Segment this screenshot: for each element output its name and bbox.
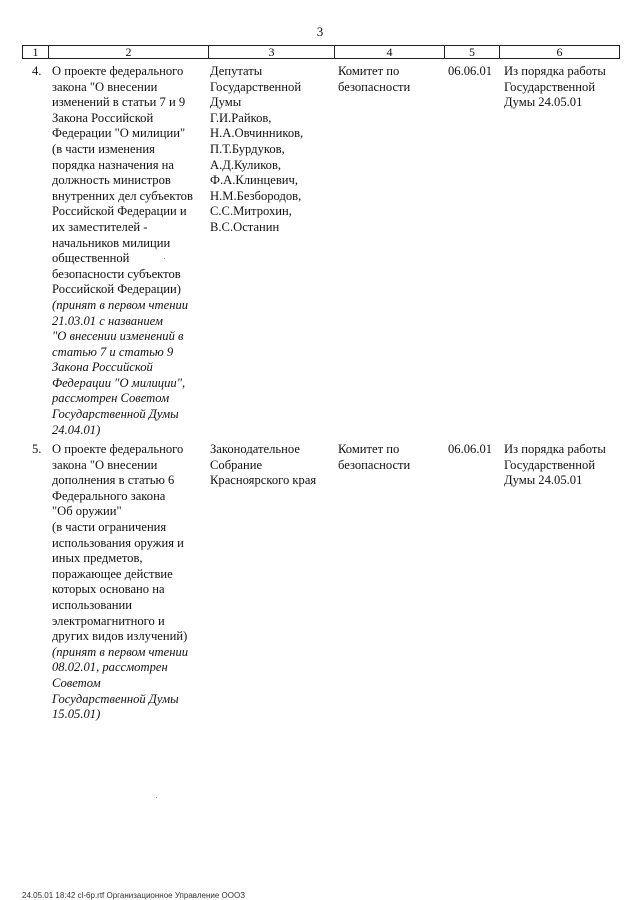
text-line: их заместителей - xyxy=(52,219,148,234)
text-line: Ф.А.Клинцевич, xyxy=(210,173,299,188)
text-line: 21.03.01 с названием xyxy=(52,313,163,328)
header-col-2: 2 xyxy=(49,46,209,58)
text-line: Комитет по xyxy=(338,64,400,78)
text-line: безопасности субъектов xyxy=(52,266,181,281)
text-line: статью 7 и статью 9 xyxy=(52,344,174,359)
bill-note xyxy=(52,298,212,438)
agenda-source xyxy=(504,442,620,489)
text-line: порядка назначения на xyxy=(52,157,175,172)
text-line: С.С.Митрохин, xyxy=(210,204,292,219)
text-line: Депутаты xyxy=(210,64,263,78)
text-line: (в части ограничения xyxy=(52,519,167,534)
bill-title xyxy=(52,64,212,438)
text-line: 24.04.01) xyxy=(52,422,101,437)
scan-speck xyxy=(164,258,165,259)
bill-note xyxy=(52,645,212,723)
bill-title-text xyxy=(52,442,212,645)
scan-speck xyxy=(156,797,157,798)
text-line: Н.М.Безбородов, xyxy=(210,188,302,203)
text-line: Думы xyxy=(210,95,242,110)
text-line: других видов излучений) xyxy=(52,629,188,644)
text-line: Государственной xyxy=(504,457,596,472)
text-line: Из порядка работы xyxy=(504,64,606,78)
text-line: 15.05.01) xyxy=(52,707,101,722)
text-line: О проекте федерального xyxy=(52,64,184,78)
text-line: Законодательное xyxy=(210,442,300,456)
text-line: закона "О внесении xyxy=(52,79,158,94)
text-line: Государственной xyxy=(504,79,596,94)
text-line: Федерального закона xyxy=(52,488,166,503)
text-line: Думы 24.05.01 xyxy=(504,473,583,488)
text-line: (принят в первом чтении xyxy=(52,297,189,312)
text-line: закона "О внесении xyxy=(52,457,158,472)
text-line: изменений в статьи 7 и 9 xyxy=(52,95,186,110)
text-line: Государственной Думы xyxy=(52,691,179,706)
text-line: Российской Федерации и xyxy=(52,204,187,219)
text-line: А.Д.Куликов, xyxy=(210,157,282,172)
text-line: П.Т.Бурдуков, xyxy=(210,141,285,156)
text-line: электромагнитного и xyxy=(52,613,165,628)
text-line: (принят в первом чтении xyxy=(52,644,189,659)
page-number: 3 xyxy=(316,24,324,39)
bill-title xyxy=(52,442,212,723)
text-line: общественной xyxy=(52,251,130,266)
text-line: начальников милиции xyxy=(52,235,171,250)
text-line: должность министров xyxy=(52,173,171,188)
text-line: "О внесении изменений в xyxy=(52,329,184,344)
text-line: О проекте федерального xyxy=(52,442,184,456)
text-line: дополнения в статью 6 xyxy=(52,473,175,488)
text-line: Г.И.Райков, xyxy=(210,110,272,125)
text-line: Государственной Думы xyxy=(52,407,179,422)
text-line: Российской Федерации) xyxy=(52,282,181,297)
text-line: иных предметов, xyxy=(52,551,143,566)
header-col-3: 3 xyxy=(209,46,335,58)
row-number: 5. xyxy=(32,442,42,456)
document-footer: 24.05.01 18:42 cl-6p.rtf Организационное Управление ОООЗ xyxy=(22,891,246,900)
text-line: Из порядка работы xyxy=(504,442,606,456)
responsible-committee xyxy=(338,442,448,473)
agenda-source xyxy=(504,64,620,111)
text-line: Федерации "О милиции" xyxy=(52,126,186,141)
bill-author xyxy=(210,64,336,236)
text-line: Собрание xyxy=(210,457,263,472)
header-col-5: 5 xyxy=(445,46,500,58)
text-line: безопасности xyxy=(338,457,411,472)
text-line: Закона Российской xyxy=(52,110,154,125)
text-line: Думы 24.05.01 xyxy=(504,95,583,110)
text-line: рассмотрен Советом xyxy=(52,391,170,406)
text-line: Государственной xyxy=(210,79,302,94)
row-number: 4. xyxy=(32,64,42,78)
bill-title-text xyxy=(52,64,212,298)
text-line: Федерации "О милиции", xyxy=(52,375,186,390)
table-header-row xyxy=(22,45,620,59)
header-col-4: 4 xyxy=(335,46,445,58)
text-line: 08.02.01, рассмотрен xyxy=(52,660,168,675)
header-col-1: 1 xyxy=(23,46,49,58)
text-line: (в части изменения xyxy=(52,141,155,156)
text-line: поражающее действие xyxy=(52,566,173,581)
text-line: которых основано на xyxy=(52,582,165,597)
text-line: Комитет по xyxy=(338,442,400,456)
review-date: 06.06.01 xyxy=(448,64,493,78)
header-col-6: 6 xyxy=(556,45,563,59)
text-line: использовании xyxy=(52,597,133,612)
text-line: В.С.Останин xyxy=(210,219,280,234)
text-line: использования оружия и xyxy=(52,535,184,550)
bill-author xyxy=(210,442,336,489)
text-line: Советом xyxy=(52,675,101,690)
text-line: Закона Российской xyxy=(52,360,153,375)
review-date: 06.06.01 xyxy=(448,442,493,456)
text-line: внутренних дел субъектов xyxy=(52,188,193,203)
text-line: безопасности xyxy=(338,79,411,94)
responsible-committee xyxy=(338,64,448,95)
text-line: Н.А.Овчинников, xyxy=(210,126,304,141)
text-line: Красноярского края xyxy=(210,473,317,488)
text-line: "Об оружии" xyxy=(52,504,122,519)
